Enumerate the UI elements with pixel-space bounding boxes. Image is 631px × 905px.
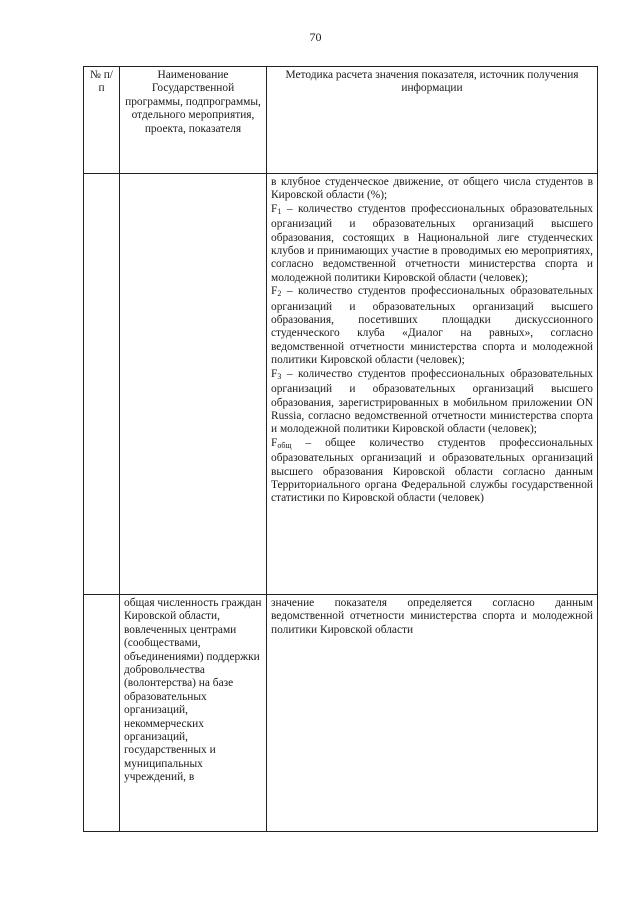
method-paragraph: $F_3$ – количество студентов профессиональных образовательных организаций и образовательных организаций высшего образования, зарегистрированных в мобильном приложении ON Russia, согласно ведомственной отчетности министерства спорта и молодежной политики Кировской области (человек); (271, 367, 593, 436)
row-method-cell (267, 595, 598, 832)
table-row (84, 595, 598, 832)
header-method: Методика расчета значения показателя, источник получения информации (267, 67, 598, 174)
row-num-cell (84, 174, 120, 595)
table-row (84, 174, 598, 595)
method-paragraph: $F_{общ}$ – общее количество студентов профессиональных образовательных организаций и образовательных организаций высшего образования Кировской области согласно данным Территориального органа Федеральной службы государственной статистики по Кировской области (человек) (271, 436, 593, 505)
method-paragraph: в клубное студенческое движение, от общего числа студентов в Кировской области (%); (271, 176, 593, 202)
method-paragraph: $F_1$ – количество студентов профессиональных образовательных организаций и образовательных организаций высшего образования, состоящих в Национальной лиге студенческих клубов и принимающих участие в проводимых ею мероприятиях, согласно ведомственной отчетности министерства спорта и молодежной политики Кировской области (человек); (271, 202, 593, 284)
row-name-cell (120, 174, 267, 595)
method-paragraph: $F_2$ – количество студентов профессиональных образовательных организаций и образовательных организаций высшего образования, посетивших площадки дискуссионного студенческого клуба «Диалог на равных», согласно ведомственной отчетности министерства спорта и молодежной политики Кировской области (человек); (271, 285, 593, 367)
indicator-table (83, 66, 598, 832)
header-name: Наименование Государственной программы, подпрограммы, отдельного мероприятия, проекта, показателя (120, 67, 267, 174)
method-paragraph: значение показателя определяется согласно данным ведомственной отчетности министерства спорта и молодежной политики Кировской области (271, 597, 593, 636)
header-num: № п/п (84, 67, 120, 174)
page-number: 70 (309, 30, 322, 44)
table-header-row (84, 67, 598, 174)
row-num-cell (84, 595, 120, 832)
row-method-cell (267, 174, 598, 595)
row-name-cell: общая численность граждан Кировской области, вовлеченных центрами (сообществами, объединениями) поддержки добровольчества (волонтерства) на базе образовательных организаций, некоммерческих организаций, государственных и муниципальных учреждений, в (120, 595, 267, 832)
